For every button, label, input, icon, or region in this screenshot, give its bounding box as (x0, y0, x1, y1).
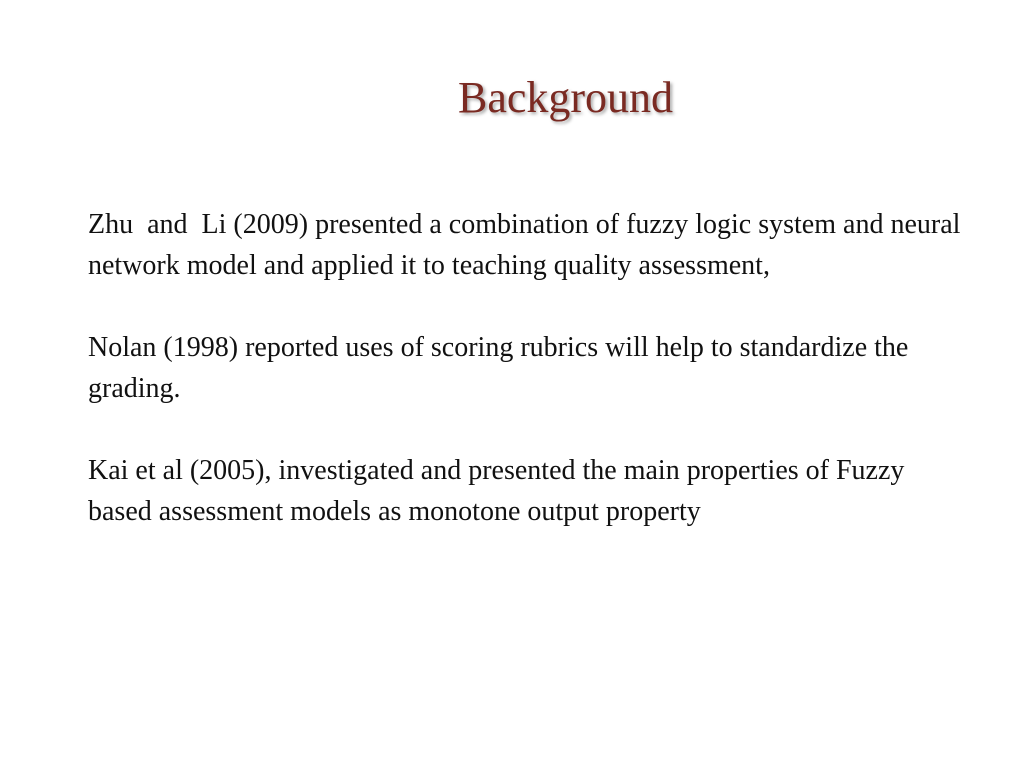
paragraph-zhu-li: Zhu and Li (2009) presented a combination of fuzzy logic system and neural network model and applied it to teaching quality assessment, (88, 209, 968, 281)
slide-body (88, 204, 968, 532)
slide-title: Background (458, 73, 674, 122)
paragraph-nolan: Nolan (1998) reported uses of scoring rubrics will help to standardize the grading. (88, 332, 916, 404)
paragraph-kai-et-al: Kai et al (2005), investigated and presented the main properties of Fuzzy based assessment models as monotone output property (88, 455, 912, 527)
